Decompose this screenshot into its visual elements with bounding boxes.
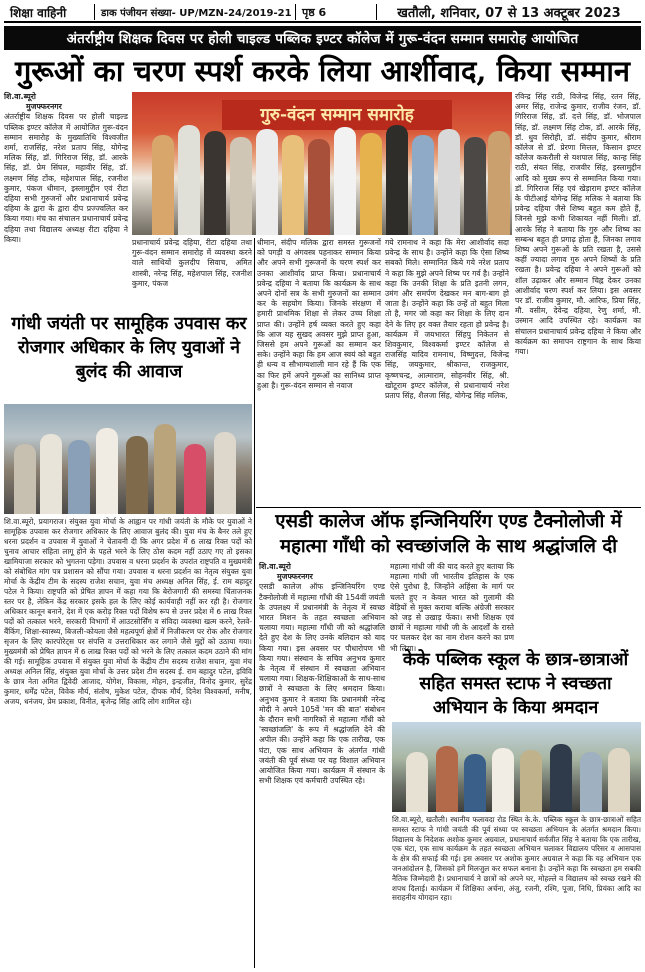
person-figure (488, 131, 510, 235)
story3-place: मुजफ्फरनगर (277, 572, 313, 582)
story1-column-1 (4, 92, 128, 310)
person-figure (580, 752, 602, 812)
person-figure (256, 129, 278, 235)
story2-headline: गांधी जयंती पर सामूहिक उपवास कर रोजगार अधिकार के लिए युवाओं ने बुलंद की आवाज (11, 314, 247, 382)
person-figure (436, 746, 458, 812)
person-figure (178, 125, 200, 235)
paper-name: शिक्षा वाहिनी (10, 5, 67, 20)
story1-byline: शि.वा.ब्यूरो (4, 92, 36, 101)
person-figure (464, 754, 486, 812)
person-figure (126, 436, 148, 514)
person-figure (14, 444, 36, 514)
story4-headline: केके पब्लिक स्कूल के छात्र-छात्राओं सहित समस्त स्टाफ ने स्वच्छता अभियान के किया श्रमदान (402, 650, 629, 718)
story3-column-3 (518, 562, 641, 646)
person-figure (520, 750, 542, 812)
story4-body: शि.वा.ब्यूरो, खतौली। स्थानीय फलावदा रोड स्थित के.के. पब्लिक स्कूल के छात्र-छात्राओं सहित समस्त स्टाफ ने गांधी जयंती की पूर्व संध्या पर स्वच्छता अभियान के अंतर्गत श्रमदान किया। विद्यालय के निदेशक अशोक कुमार अग्रवाल, प्रधानाचार्य सर्वजीत सिंह ने बताया कि एक तारीख, एक घंटा, एक साथ कार्यक्रम के तहत स्वच्छता अभियान चलाकर विद्यालय परिसर व आसपास के क्षेत्र की सफाई की गई। इस अवसर पर अशोक कुमार अग्रवाल ने कहा कि यह अभियान एक जनआंदोलन है, जिसको हमें मिलजुल कर सफल बनाना है। उन्होंने कहा कि स्वच्छता हम सबकी नैतिक जिम्मेदारी है। प्रधानाचार्य ने छात्रों को अपने घर, मोहल्ले व विद्यालय को स्वच्छ रखने की शपथ दिलाई। कार्यक्रम में शिक्षिका अर्चना, अंजु, रजनी, रश्मि, पूजा, निधि, प्रियंका आदि का सराहनीय योगदान रहा। (392, 815, 641, 903)
photo-banner-text: गुरु-वंदन सम्मान समारोह (222, 100, 452, 130)
person-figure (492, 748, 514, 812)
story3-column-1 (259, 562, 385, 967)
story1-column-1b: प्रधानाचार्य प्रवेन्द्र दहिया, रीटा दहिया तथा गुरू-वंदन सम्मान समारोह में व्यवस्था करने वाले साथियों कुलदीप सिवाच, अमित शास्त्री, नरेन्द्र सिंह, महेशपाल सिंह, रजनीश कुमार, पंकज (132, 238, 252, 288)
story3-headline: एसडी कालेज ऑफ इन्जिनियरिंग एण्ड टैक्नोलोजी में महात्मा गाँधी को स्वच्छांजलि के साथ श्रद्धांजलि दी (256, 507, 641, 557)
column-rule (254, 238, 255, 968)
person-figure (406, 752, 428, 812)
story1-column-3: गये रामनाथ ने कहा कि मेरा आशीर्वाद सदा प्रवेन्द्र के साथ है। उन्होंने कहा कि ऐसा शिष्य सबको मिले। सम्मानित किये गये नरेश प्रताप ने कहा कि मुझे अपने शिष्य पर गर्व है। उन्होंने कहा कि उनकी शिक्षा के प्रति इतनी लगन, उमंग और समर्पण देखकर मन बाग-बाग हो जाता है। उन्होंने कहा कि उन्हें तो बहुत मिला तो है, मगर जो कहा कर शिक्षा के लिए दान देने के लिए हर वक्त तैयार रहता हो प्रवेन्द्र है। कार्यक्रम में जयभारत सिंहपु निकेतन से शिवकुमार, विश्वकर्मा इण्टर कॉलेज से राजसिंह यादिव रामनाथ, विष्णुदत्त, विजेन्द्र सिंह, जयकुमार, श्रीकान्त, राजकुमार, कृष्णचन्द्र, आत्माराम, सोहनवीर सिंह, श्री. खोटूराम इण्टर कॉलेज, से प्रधानाचार्य नरेश प्रताप सिंह, शैलजा सिंह, योगेन्द्र सिंह मलिक, (385, 238, 509, 401)
ceremony-photo (132, 92, 512, 235)
story3-column-2: महात्मा गांधी जी की याद करते हुए बताया कि महात्मा गांधी जी भारतीय इतिहास के एक ऐसे पुरोधा है, जिन्होंने अहिंसा के मार्ग पर चलते हुए न केवल भारत को गुलामी की बेड़ियों से मुक्त कराया बल्कि अंग्रेजी सरकार को जड़ से उखाड़ फेंका। सभी शिक्षक एवं छात्रों ने महात्मा गांधी जी के आदर्शों के रास्ते पर चलकर देश का नाम रोशन करने का प्रण भी लिया। (390, 562, 514, 653)
person-figure (68, 440, 90, 514)
story3-byline: शि.वा.ब्यूरो (259, 562, 291, 571)
dateline: खतौली, शनिवार, 07 से 13 अक्टूबर 2023 (397, 6, 621, 21)
registration-number: डाक पंजीयन संख्या- UP/MZN-24/2019-21 (101, 8, 292, 19)
story3-body-1: एसडी कालेज ऑफ इन्जिनियरिंग एण्ड टैक्नोलोजी में महात्मा गाँधी की 154वीं जयंती के उपलक्ष्य में प्रधानमंत्री के नेतृत्व में स्वच्छ भारत मिशन के तहत स्वच्छता अभियान चलाया गया। महात्मा गाँधी जी को श्रद्धांजलि देते हुए देश के लिए उनके बलिदान को याद किया गया। इस अवसर पर पौधारोपण भी किया गया। संस्थान के सचिव अनुभव कुमार के नेतृत्व में संस्थान में स्वच्छता अभियान चलाया गया। शिक्षक-शिक्षिकाओं के साथ-साथ छात्रों ने स्वच्छता के लिए श्रमदान किया। अनुभव कुमार ने बताया कि प्रधानमंत्री नरेन्द्र मोदी ने अपने 105वें 'मन की बात' संबोधन के दौरान सभी नागरिकों से महात्मा गाँधी को 'स्वच्छांजलि' के रूप में श्रद्धांजलि देने की अपील की। उन्होंने कहा कि एक तारीख, एक घंटा, एक साथ अभियान के अंतर्गत गांधी जयंती की पूर्व संध्या पर यह विशाल अभियान आयोजित किया गया। कार्यक्रम में संस्थान के सभी शिक्षक एवं कर्मचारी उपस्थित रहे। (259, 582, 385, 786)
top-banner: अंतर्राष्ट्रीय शिक्षक दिवस पर होली चाइल्ड पब्लिक इण्टर कॉलेज में गुरू-वंदन सम्मान समारोह आयोजित (4, 26, 641, 50)
person-figure (412, 135, 434, 235)
person-figure (40, 434, 62, 514)
person-figure (96, 428, 118, 514)
story1-body-1: अंतर्राष्ट्रीय शिक्षक दिवस पर होली चाइल्ड पब्लिक इण्टर कॉलेज में आयोजित गुरू-वंदन सम्मान समारोह के मुख्यातिथि विश्वजीत शर्मा, राजसिंह, नरेश प्रताप सिंह, योगेन्द्र मलिक सिंह, डॉ. गिरिराज सिंह, डॉ. आरके सिंह, डॉ. प्रेम सिंघल, महावीर सिंह, डॉ. लक्ष्मण सिंह टोंक, महेशपाल सिंह, रजनीश कुमार, पंकज धीमान, इस्लामुद्दीन एवं रीटा दहिया सभी गुरुजनों और प्रधानाचार्य प्रवेन्द्र दहिया के द्वारा के द्वारा दीप प्रज्ज्वलित कर किया गया। मंच का संचालन प्रधानाचार्य प्रवेन्द्र दहिया तथा विद्यालय अध्यक्ष रीटा दहिया ने किया। (4, 112, 128, 244)
person-figure (464, 137, 486, 235)
person-figure (230, 137, 252, 235)
protest-photo (4, 404, 252, 514)
story1-column-4: रविन्द्र सिंह राठी, विजेन्द्र सिंह, रतन सिंह, अमर सिंह, राजेन्द्र कुमार, राजीव रंजन, डॉ. गिरिराज सिंह, डॉ. दत्ते सिंह, डॉ. भोजपाल सिंह, डॉ. लक्ष्मण सिंह टोक, डॉ. आरके सिंह, डॉ. धुव सिरोही, डॉ. संदीप कुमार, श्रीराम कॉलेज से डॉ. प्रेरणा मित्तल, किसान इण्टर कॉलेज ककरौली से यशपाल सिंह, कान्ह सिंह राठी, संयत सिंह, राजवीर सिंह, इस्लामुद्दीन आदि को मुख्य रूप से सम्मानित किया गया। डॉ. गिरिराज सिंह एवं खेड़ाराम इण्टर कॉलेज के पीटीआई योगेन्द्र सिंह मलिक ने बताया कि प्रवेन्द्र दहिया जैसे शिष्य बहुत कम होते हैं, जिनसे मुझे कभी शिकायत नहीं मिली। डॉ. आरके सिंह ने बताया कि गुरु और शिष्य का सम्बन्ध बहुत ही प्रगाढ़ होता है, जिनका लगाव शिष्य अपने गुरूओं के प्रति रखता है, उससे कहीं ज्यादा लगाव गुरु अपने शिष्यों के प्रति रखता है। प्रवेन्द्र दहिया ने अपने गुरूओं को शॉल उढ़ाकर और सम्मान चिह्न देकर उनका आशीर्वाद चरण स्पर्श कर लिया। इस अवसर पर डॉ. राजीव कुमार, मौ. आरिफ, प्रिया सिंह, मौ. वसीम, देवेन्द्र दहिया, रेणु शर्मा, मौ. उस्मान आदि उपस्थित रहे। कार्यक्रम का संचालन प्रधानाचार्य प्रवेन्द्र दहिया ने किया और कार्यक्रम का समापन राष्ट्रगान के साथ किया गया। (515, 92, 641, 357)
person-figure (386, 125, 408, 235)
person-figure (360, 133, 382, 235)
story1-column-2: धीमान, संदीप मलिक द्वारा समस्त गुरूजनों को पगड़ी व अंगवस्त्र पहनाकर सम्मान किया और अपने सभी गुरूजनों के चरण स्पर्श कर उनका आशीर्वाद प्राप्त किया। प्रधानाचार्य प्रवेन्द्र दहिया ने बताया कि कार्यक्रम के साथ अपने दोनों सत्र के सभी गुरुजनों का सम्मान कर के सहयोग किया। जिनके संरक्षण में हमारी प्राथमिक शिक्षा से लेकर उच्च शिक्षा प्राप्त की। उन्होंने हर्ष व्यक्त करते हुए कहा कि आज यह सुखद अवसर मुझे प्राप्त हुआ, जिससे हम अपने गुरूओं का सम्मान कर सके। उन्होंने कहा कि हम आज स्वयं को बहुत ही धन्य व सौभाग्यशाली मान रहे हैं कि एक का फिर हमें अपने गुरूओं का सानिध्य प्राप्त हुआ है। गुरू-वंदन सम्मान से नवाज (257, 238, 381, 390)
person-figure (214, 432, 236, 514)
person-figure (154, 424, 176, 514)
person-figure (334, 127, 356, 235)
cleanliness-drive-photo (392, 722, 641, 812)
person-figure (308, 139, 330, 235)
story2-body: शि.वा.ब्यूरो, प्रयागराज। संयुक्त युवा मोर्चा के आह्वान पर गांधी जयंती के मौके पर युवाओं ने सामूहिक उपवास कर रोजगार अधिकार के लिए आवाज बुलंद की। युवा मंच के बैनर तले हुए धरना प्रदर्शन व उपवास में युवाओं ने चेतावनी दी कि अगर प्रदेश में 6 लाख रिक्त पदों को चुनाव आचार संहिता लागू होने के पहले भरने के लिए ठोस कदम नहीं उठाए गए तो इसका खामियाजा सरकार को भुगतना पड़ेगा। उपवास व धरना प्रदर्शन के उपरांत राष्ट्रपति व मुख्यमंत्री को संबोधित मांग पत्र प्रशासन को सौंपा गया। उपवास व धरना प्रदर्शन का नेतृत्व संयुक्त युवा मोर्चा के केंद्रीय टीम के सदस्य राजेश सचान, युवा मंच अध्यक्ष अनिल सिंह, ई. राम बहादुर पटेल ने किया। राष्ट्रपति को प्रेषित ज्ञापन में कहा गया कि बेरोजगारी की समस्या चिंताजनक स्तर पर है, लेकिन केंद्र सरकार इसके हल के लिए कोई कार्यवाही नहीं कर रही है। रोजगार अधिकार कानून बनाने, देश में एक करोड़ रिक्त पदों विशेष रूप से उत्तर प्रदेश में 6 लाख रिक्त पदों को तत्काल भरने, सरकारी विभागों में आउटसोर्सिंग व संविदा व्यवस्था खत्म करने, रेलवे-बैंकिंग, शिक्षा-स्वास्थ्य, बिजली-कोयला जैसे महत्वपूर्ण क्षेत्रों में निजीकरण पर रोक और रोजगार सृजन के लिए कारपोरेट्स पर संपत्ति व उत्तराधिकार कर लगाने जैसे मुद्दों को उठाया गया। मुख्यमंत्री को प्रेषित ज्ञापन में 6 लाख रिक्त पदों को भरने के लिए तत्काल कदम उठाने की मांग की गई। सामूहिक उपवास में संयुक्त युवा मोर्चा के केंद्रीय टीम सदस्य राजेश सचान, युवा मंच अध्यक्ष अनिल सिंह, संयुक्त युवा मोर्चा के उत्तर प्रदेश टीम सदस्य ई. राम बहादुर पटेल, इविवि के छात्र नेता अमित द्विवेदी आजाद, योगेश, विकास, मोहन, इन्द्रजीत, विनोद कुमार, सुरेंद्र कुमार, धर्मेंद्र पटेल, विवेक मौर्य, संतोष, मुकेश पटेल, दीपक मौर्य, दिनेश विश्वकर्मा, मनीष, अजय, धनंजय, प्रेम प्रकाश, विनीत, बृजेन्द्र सिंह आदि लोग शामिल रहे। (4, 517, 252, 706)
person-figure (550, 744, 572, 812)
page-number: पृष्ठ 6 (302, 5, 327, 19)
person-figure (184, 444, 206, 514)
page-header (4, 3, 641, 23)
story1-headline: गुरूओं का चरण स्पर्श करके लिया आर्शीवाद, किया सम्मान (14, 54, 630, 88)
person-figure (438, 129, 460, 235)
story1-place: मुजफ्फरनगर (26, 102, 62, 112)
person-figure (152, 135, 174, 235)
person-figure (204, 131, 226, 235)
person-figure (282, 135, 304, 235)
person-figure (608, 748, 630, 812)
